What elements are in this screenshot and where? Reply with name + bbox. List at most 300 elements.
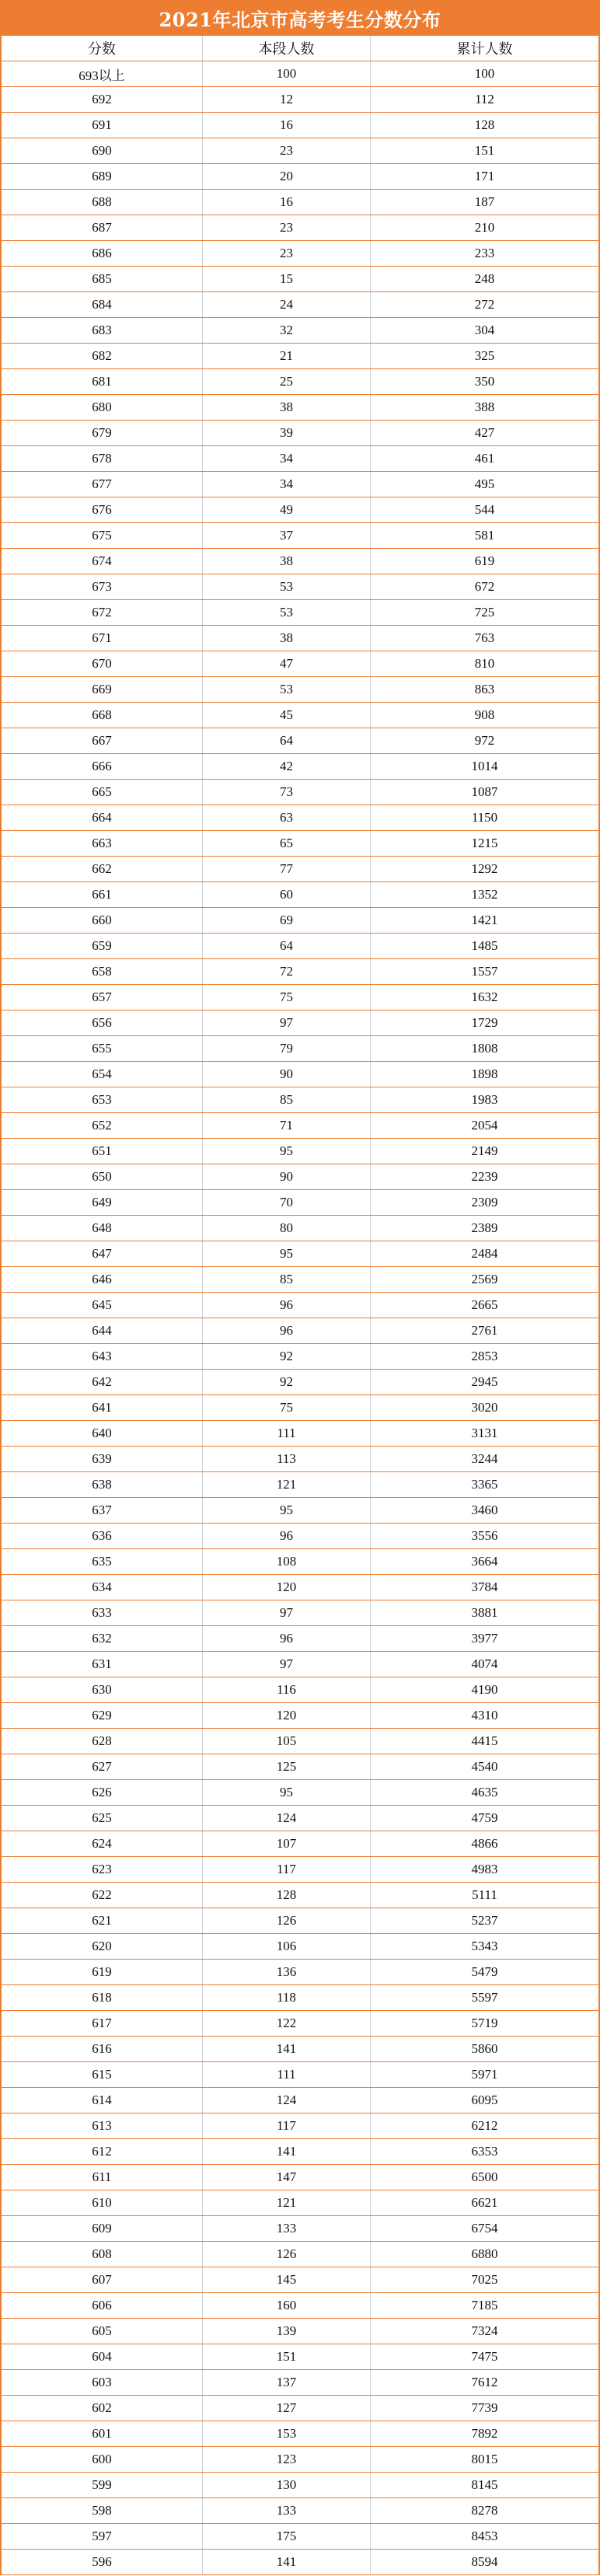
cumulative-count-cell: 619 <box>474 553 495 568</box>
score-cell: 633 <box>2 1600 203 1625</box>
segment-count-cell: 128 <box>203 1883 371 1908</box>
score-cell: 692 <box>2 87 203 112</box>
score-cell: 606 <box>2 2293 203 2318</box>
segment-count-cell: 96 <box>203 1318 371 1343</box>
table-row <box>2 1062 598 1087</box>
score-cell: 622 <box>2 1883 203 1908</box>
segment-count-cell: 133 <box>203 2216 371 2241</box>
segment-count-cell: 118 <box>203 1985 371 2010</box>
score-cell: 642 <box>2 1370 203 1394</box>
table-row <box>2 2319 598 2344</box>
score-cell: 685 <box>2 267 203 291</box>
segment-count-cell: 97 <box>203 1652 371 1677</box>
cumulative-count-cell: 461 <box>474 451 495 466</box>
cumulative-count-cell: 544 <box>474 502 495 517</box>
score-cell: 598 <box>2 2498 203 2523</box>
cumulative-count-cell: 763 <box>474 630 495 645</box>
segment-count-cell: 85 <box>203 1087 371 1112</box>
score-cell: 673 <box>2 574 203 599</box>
cumulative-count-cell: 5597 <box>471 1990 498 2005</box>
segment-count-cell: 64 <box>203 728 371 753</box>
table-row <box>2 395 598 421</box>
score-cell: 645 <box>2 1293 203 1318</box>
table-row <box>2 472 598 497</box>
table-row <box>2 1370 598 1395</box>
segment-count-cell: 95 <box>203 1139 371 1164</box>
table-row <box>2 267 598 292</box>
table-row <box>2 626 598 651</box>
table-row <box>2 87 598 113</box>
score-cell: 667 <box>2 728 203 753</box>
score-cell: 630 <box>2 1677 203 1702</box>
segment-count-cell: 38 <box>203 549 371 574</box>
table-row <box>2 1011 598 1036</box>
score-cell: 643 <box>2 1344 203 1369</box>
segment-count-cell: 73 <box>203 780 371 805</box>
segment-count-cell: 95 <box>203 1780 371 1805</box>
score-cell: 664 <box>2 805 203 830</box>
table-row <box>2 1139 598 1164</box>
cumulative-count-cell: 8145 <box>471 2477 498 2492</box>
table-row <box>2 677 598 703</box>
cumulative-count-cell: 1632 <box>471 990 498 1004</box>
score-cell: 690 <box>2 138 203 163</box>
segment-count-cell: 70 <box>203 1190 371 1215</box>
segment-count-cell: 126 <box>203 1908 371 1933</box>
table-title: 2021年北京市高考考生分数分布 <box>2 0 598 36</box>
cumulative-count-cell: 2389 <box>471 1220 498 1235</box>
score-cell: 640 <box>2 1421 203 1446</box>
score-cell: 660 <box>2 908 203 933</box>
segment-count-cell: 16 <box>203 113 371 138</box>
score-cell: 668 <box>2 703 203 728</box>
score-cell: 652 <box>2 1113 203 1138</box>
segment-count-cell: 141 <box>203 2550 371 2574</box>
table-row <box>2 292 598 318</box>
cumulative-count-cell: 5479 <box>471 1964 498 1979</box>
cumulative-count-cell: 581 <box>474 528 495 543</box>
cumulative-count-cell: 5971 <box>471 2067 498 2082</box>
score-cell: 658 <box>2 959 203 984</box>
score-cell: 608 <box>2 2242 203 2267</box>
score-cell: 663 <box>2 831 203 856</box>
segment-count-cell: 145 <box>203 2267 371 2292</box>
table-row <box>2 1703 598 1729</box>
segment-count-cell: 32 <box>203 318 371 343</box>
cumulative-count-cell: 4540 <box>471 1759 498 1774</box>
cumulative-count-cell: 388 <box>474 400 495 414</box>
segment-count-cell: 63 <box>203 805 371 830</box>
cumulative-count-cell: 6095 <box>471 2093 498 2107</box>
score-cell: 639 <box>2 1447 203 1471</box>
table-row <box>2 2114 598 2139</box>
segment-count-cell: 75 <box>203 1395 371 1420</box>
cumulative-count-cell: 2239 <box>471 1169 498 1184</box>
segment-count-cell: 160 <box>203 2293 371 2318</box>
segment-count-cell: 80 <box>203 1216 371 1241</box>
segment-count-cell: 130 <box>203 2473 371 2497</box>
cumulative-count-cell: 3131 <box>471 1426 498 1440</box>
table-row <box>2 1575 598 1600</box>
table-row <box>2 2139 598 2165</box>
table-row <box>2 1729 598 1754</box>
table-row <box>2 421 598 446</box>
cumulative-count-cell: 3020 <box>471 1400 498 1415</box>
cumulative-count-cell: 3556 <box>471 1528 498 1543</box>
cumulative-count-cell: 4310 <box>471 1708 498 1723</box>
cumulative-count-cell: 8453 <box>471 2529 498 2543</box>
segment-count-cell: 117 <box>203 1857 371 1882</box>
score-cell: 641 <box>2 1395 203 1420</box>
table-row <box>2 2370 598 2396</box>
score-cell: 601 <box>2 2421 203 2446</box>
table-row <box>2 241 598 267</box>
table-row <box>2 1267 598 1293</box>
cumulative-count-cell: 187 <box>474 194 495 209</box>
cumulative-count-cell: 8278 <box>471 2503 498 2518</box>
segment-count-cell: 15 <box>203 267 371 291</box>
cumulative-count-cell: 495 <box>474 476 495 491</box>
table-row <box>2 344 598 369</box>
table-row <box>2 1524 598 1549</box>
segment-count-cell: 126 <box>203 2242 371 2267</box>
score-cell: 611 <box>2 2165 203 2190</box>
score-cell: 683 <box>2 318 203 343</box>
segment-count-cell: 96 <box>203 1293 371 1318</box>
cumulative-count-cell: 2149 <box>471 1143 498 1158</box>
segment-count-cell: 124 <box>203 2088 371 2113</box>
cumulative-count-cell: 272 <box>474 297 495 312</box>
cumulative-count-cell: 2665 <box>471 1297 498 1312</box>
segment-count-cell: 20 <box>203 164 371 189</box>
score-cell: 613 <box>2 2114 203 2138</box>
table-row <box>2 1600 598 1626</box>
table-row <box>2 985 598 1011</box>
table-row <box>2 549 598 574</box>
segment-count-cell: 127 <box>203 2396 371 2421</box>
cumulative-count-cell: 5860 <box>471 2041 498 2056</box>
segment-count-cell: 175 <box>203 2524 371 2549</box>
table-row <box>2 1934 598 1960</box>
table-row <box>2 2498 598 2524</box>
segment-count-cell: 139 <box>203 2319 371 2344</box>
score-cell: 649 <box>2 1190 203 1215</box>
score-cell: 648 <box>2 1216 203 1241</box>
score-cell: 676 <box>2 497 203 522</box>
segment-count-cell: 96 <box>203 1626 371 1651</box>
table-row <box>2 831 598 857</box>
segment-count-cell: 53 <box>203 574 371 599</box>
cumulative-count-cell: 1557 <box>471 964 498 979</box>
table-row <box>2 805 598 831</box>
score-cell: 672 <box>2 600 203 625</box>
table-row <box>2 1857 598 1883</box>
segment-count-cell: 72 <box>203 959 371 984</box>
cumulative-count-cell: 1352 <box>471 887 498 902</box>
table-row <box>2 61 598 87</box>
segment-count-cell: 100 <box>203 61 371 86</box>
table-row <box>2 1293 598 1318</box>
table-row <box>2 1985 598 2011</box>
cumulative-count-cell: 1898 <box>471 1066 498 1081</box>
segment-count-cell: 85 <box>203 1267 371 1292</box>
segment-count-cell: 23 <box>203 241 371 266</box>
table-row <box>2 1344 598 1370</box>
table-row <box>2 1754 598 1780</box>
header-score: 分数 <box>2 36 203 61</box>
segment-count-cell: 117 <box>203 2114 371 2138</box>
segment-count-cell: 38 <box>203 395 371 420</box>
cumulative-count-cell: 5719 <box>471 2016 498 2030</box>
table-row <box>2 1164 598 1190</box>
segment-count-cell: 120 <box>203 1575 371 1600</box>
table-row <box>2 574 598 600</box>
segment-count-cell: 96 <box>203 1524 371 1548</box>
cumulative-count-cell: 3664 <box>471 1554 498 1569</box>
cumulative-count-cell: 6212 <box>471 2118 498 2133</box>
segment-count-cell: 153 <box>203 2421 371 2446</box>
score-cell: 619 <box>2 1960 203 1984</box>
score-cell: 666 <box>2 754 203 779</box>
score-cell: 618 <box>2 1985 203 2010</box>
table-row <box>2 113 598 138</box>
score-cell: 662 <box>2 857 203 881</box>
score-cell: 604 <box>2 2344 203 2369</box>
segment-count-cell: 97 <box>203 1011 371 1035</box>
cumulative-count-cell: 1421 <box>471 913 498 927</box>
segment-count-cell: 53 <box>203 677 371 702</box>
cumulative-count-cell: 2054 <box>471 1118 498 1133</box>
cumulative-count-cell: 4415 <box>471 1733 498 1748</box>
table-row <box>2 1190 598 1216</box>
score-cell: 607 <box>2 2267 203 2292</box>
cumulative-count-cell: 7324 <box>471 2323 498 2338</box>
score-cell: 596 <box>2 2550 203 2574</box>
cumulative-count-cell: 8015 <box>471 2452 498 2466</box>
cumulative-count-cell: 7612 <box>471 2375 498 2389</box>
segment-count-cell: 106 <box>203 1934 371 1959</box>
segment-count-cell: 39 <box>203 421 371 445</box>
table-row <box>2 1652 598 1677</box>
cumulative-count-cell: 1485 <box>471 938 498 953</box>
segment-count-cell: 49 <box>203 497 371 522</box>
segment-count-cell: 77 <box>203 857 371 881</box>
score-cell: 600 <box>2 2447 203 2472</box>
segment-count-cell: 24 <box>203 292 371 317</box>
score-cell: 657 <box>2 985 203 1010</box>
score-cell: 679 <box>2 421 203 445</box>
segment-count-cell: 147 <box>203 2165 371 2190</box>
cumulative-count-cell: 1087 <box>471 784 498 799</box>
score-cell: 616 <box>2 2037 203 2061</box>
table-row <box>2 857 598 882</box>
cumulative-count-cell: 6880 <box>471 2246 498 2261</box>
score-cell: 677 <box>2 472 203 497</box>
segment-count-cell: 21 <box>203 344 371 368</box>
table-row <box>2 1960 598 1985</box>
table-body <box>2 61 598 2575</box>
table-row <box>2 523 598 549</box>
segment-count-cell: 141 <box>203 2139 371 2164</box>
table-row <box>2 1036 598 1062</box>
score-cell: 653 <box>2 1087 203 1112</box>
table-row <box>2 1447 598 1472</box>
score-cell: 609 <box>2 2216 203 2241</box>
score-cell: 689 <box>2 164 203 189</box>
table-row <box>2 369 598 395</box>
table-row <box>2 703 598 728</box>
score-cell: 628 <box>2 1729 203 1754</box>
cumulative-count-cell: 3365 <box>471 1477 498 1492</box>
segment-count-cell: 69 <box>203 908 371 933</box>
table-row <box>2 164 598 190</box>
cumulative-count-cell: 7475 <box>471 2349 498 2364</box>
cumulative-count-cell: 1215 <box>471 836 498 850</box>
cumulative-count-cell: 1150 <box>471 810 498 825</box>
segment-count-cell: 108 <box>203 1549 371 1574</box>
table-row <box>2 1241 598 1267</box>
cumulative-count-cell: 4190 <box>471 1682 498 1697</box>
score-cell: 650 <box>2 1164 203 1189</box>
segment-count-cell: 47 <box>203 651 371 676</box>
cumulative-count-cell: 304 <box>474 323 495 337</box>
table-row <box>2 1549 598 1575</box>
score-cell: 623 <box>2 1857 203 1882</box>
cumulative-count-cell: 908 <box>474 707 495 722</box>
segment-count-cell: 125 <box>203 1754 371 1779</box>
score-cell: 693以上 <box>2 61 203 86</box>
cumulative-count-cell: 4866 <box>471 1836 498 1851</box>
table-row <box>2 882 598 908</box>
segment-count-cell: 113 <box>203 1447 371 1471</box>
segment-count-cell: 79 <box>203 1036 371 1061</box>
score-cell: 602 <box>2 2396 203 2421</box>
score-cell: 646 <box>2 1267 203 1292</box>
score-cell: 635 <box>2 1549 203 1574</box>
cumulative-count-cell: 1808 <box>471 1041 498 1056</box>
score-cell: 661 <box>2 882 203 907</box>
cumulative-count-cell: 325 <box>474 348 495 363</box>
segment-count-cell: 75 <box>203 985 371 1010</box>
cumulative-count-cell: 1983 <box>471 1092 498 1107</box>
segment-count-cell: 25 <box>203 369 371 394</box>
table-row <box>2 1472 598 1498</box>
score-cell: 614 <box>2 2088 203 2113</box>
cumulative-count-cell: 2484 <box>471 1246 498 1261</box>
segment-count-cell: 133 <box>203 2498 371 2523</box>
segment-count-cell: 123 <box>203 2447 371 2472</box>
table-row <box>2 2267 598 2293</box>
score-cell: 638 <box>2 1472 203 1497</box>
segment-count-cell: 90 <box>203 1062 371 1087</box>
score-cell: 627 <box>2 1754 203 1779</box>
table-row <box>2 1908 598 1934</box>
table-row <box>2 2447 598 2473</box>
table-row <box>2 446 598 472</box>
table-row <box>2 2190 598 2216</box>
cumulative-count-cell: 1729 <box>471 1015 498 1030</box>
cumulative-count-cell: 6621 <box>471 2195 498 2210</box>
segment-count-cell: 71 <box>203 1113 371 1138</box>
score-cell: 634 <box>2 1575 203 1600</box>
cumulative-count-cell: 5237 <box>471 1913 498 1928</box>
cumulative-count-cell: 1014 <box>471 759 498 773</box>
cumulative-count-cell: 7185 <box>471 2298 498 2312</box>
table-row <box>2 138 598 164</box>
table-row <box>2 2062 598 2088</box>
score-cell: 686 <box>2 241 203 266</box>
cumulative-count-cell: 863 <box>474 682 495 696</box>
score-cell: 620 <box>2 1934 203 1959</box>
segment-count-cell: 65 <box>203 831 371 856</box>
table-row <box>2 1883 598 1908</box>
table-row <box>2 2242 598 2267</box>
segment-count-cell: 23 <box>203 215 371 240</box>
table-row <box>2 2216 598 2242</box>
score-cell: 644 <box>2 1318 203 1343</box>
table-row <box>2 2344 598 2370</box>
cumulative-count-cell: 3460 <box>471 1503 498 1517</box>
table-row <box>2 2524 598 2550</box>
cumulative-count-cell: 6754 <box>471 2221 498 2236</box>
segment-count-cell: 111 <box>203 2062 371 2087</box>
segment-count-cell: 23 <box>203 138 371 163</box>
table-row <box>2 2088 598 2114</box>
score-cell: 615 <box>2 2062 203 2087</box>
segment-count-cell: 12 <box>203 87 371 112</box>
segment-count-cell: 107 <box>203 1831 371 1856</box>
score-cell: 678 <box>2 446 203 471</box>
score-cell: 597 <box>2 2524 203 2549</box>
score-cell: 637 <box>2 1498 203 1523</box>
cumulative-count-cell: 3881 <box>471 1605 498 1620</box>
cumulative-count-cell: 7739 <box>471 2400 498 2415</box>
segment-count-cell: 151 <box>203 2344 371 2369</box>
cumulative-count-cell: 171 <box>474 169 495 183</box>
segment-count-cell: 121 <box>203 1472 371 1497</box>
score-cell: 651 <box>2 1139 203 1164</box>
table-row <box>2 497 598 523</box>
segment-count-cell: 141 <box>203 2037 371 2061</box>
score-cell: 636 <box>2 1524 203 1548</box>
cumulative-count-cell: 2569 <box>471 1272 498 1286</box>
cumulative-count-cell: 3244 <box>471 1451 498 1466</box>
segment-count-cell: 105 <box>203 1729 371 1754</box>
score-cell: 687 <box>2 215 203 240</box>
score-cell: 624 <box>2 1831 203 1856</box>
cumulative-count-cell: 4759 <box>471 1810 498 1825</box>
score-cell: 603 <box>2 2370 203 2395</box>
segment-count-cell: 97 <box>203 1600 371 1625</box>
table-row <box>2 2165 598 2190</box>
table-row <box>2 1831 598 1857</box>
score-cell: 599 <box>2 2473 203 2497</box>
table-row <box>2 934 598 959</box>
score-cell: 691 <box>2 113 203 138</box>
cumulative-count-cell: 972 <box>474 733 495 748</box>
cumulative-count-cell: 8594 <box>471 2554 498 2569</box>
table-row <box>2 1395 598 1421</box>
segment-count-cell: 16 <box>203 190 371 215</box>
header-segment-count: 本段人数 <box>203 36 371 61</box>
cumulative-count-cell: 2945 <box>471 1374 498 1389</box>
table-row <box>2 1780 598 1806</box>
table-row <box>2 651 598 677</box>
score-cell: 610 <box>2 2190 203 2215</box>
segment-count-cell: 122 <box>203 2011 371 2036</box>
cumulative-count-cell: 6500 <box>471 2169 498 2184</box>
table-row <box>2 1087 598 1113</box>
